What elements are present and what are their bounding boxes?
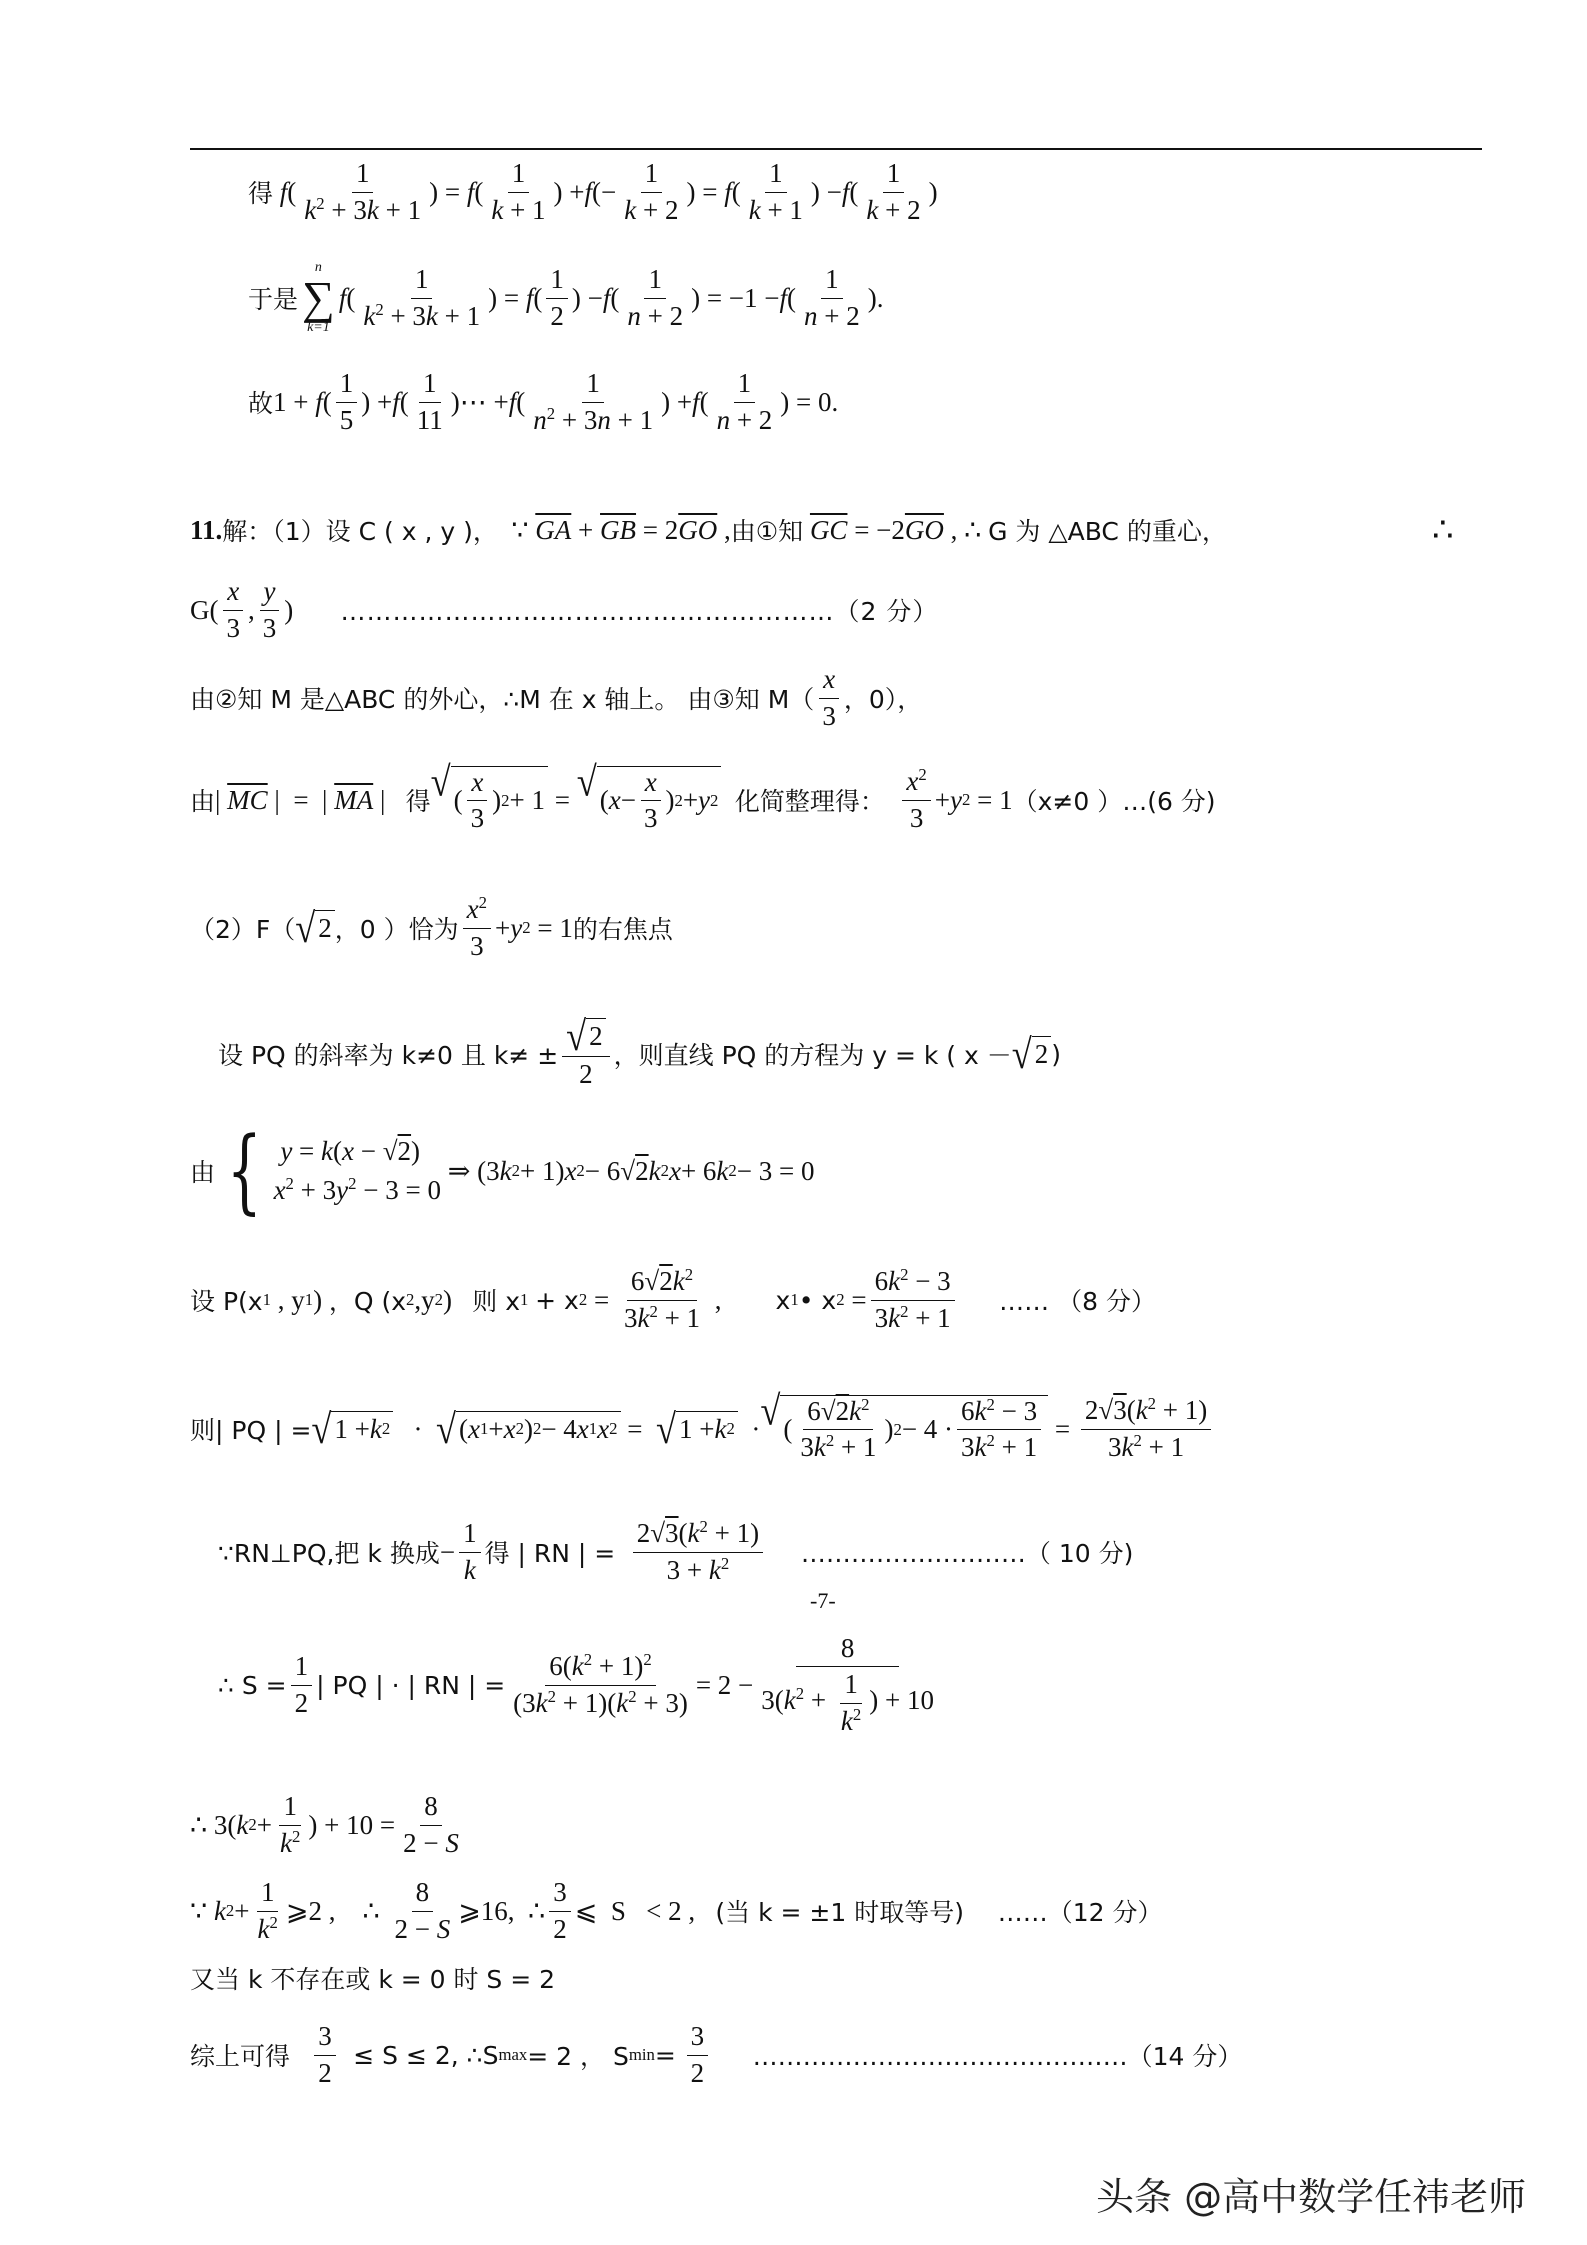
system-line: 由 { y = k(x − √2) $x^2 + 3y^2 - 3 = 0$ ⇒ (3 k 2 + 1) x 2 − 6√ 2 k 2 x + 6 k 2 − 3 = 0 bbox=[190, 1117, 815, 1224]
question-number: 11. bbox=[190, 514, 223, 545]
inequality-line: ∵ k 2 + $\frac{1}{k^2}$ ⩾2 , ∴ $\frac{8}{2 - S}$ ⩾16, ∴ $\frac{3}{2}$ ⩽ S < 2 , (当 k = ±1 时取等号) ……（12 分） bbox=[190, 1877, 1163, 1944]
slope-line: 设 PQ 的斜率为 k≠0 且 k≠ ± √ 2 2 ，则直线 PQ 的方程为 y = k ( x － √ 2 ) bbox=[218, 1012, 1062, 1090]
s-line: ∴ S = $\frac{1}{2}$ | PQ | · | RN | = $\frac{6(k^2 + 1)^2}{(3k^2 + 1)(k^2 + 3)}$ = 2 − 8 $3(k^2$ + $\frac{1}{k^2}$ ) + 10 bbox=[218, 1633, 934, 1736]
header-rule bbox=[190, 148, 1482, 150]
summary-line: 综上可得 $\frac{3}{2}$ ≤ S ≤ 2, ∴S max = 2 ， S min = $\frac{3}{2}$ ………………………………………（14 分） bbox=[190, 2021, 1243, 2088]
score-10: ………………………（ 10 分) bbox=[800, 1539, 1134, 1568]
label-gu: 故 bbox=[248, 389, 274, 418]
label-yushi: 于是 bbox=[248, 285, 299, 314]
therefore-eq-line: ∴ 3( k 2 + $\frac{1}{k^2}$ ) + 10 = $\frac{8}{2 - S}$ bbox=[190, 1791, 459, 1858]
eq-line-3: 故 1 + f ( $\frac{1}{5}$ ) + f ( $\frac{1}{11}$ )⋯ + f ( $\frac{1}{n^2 + 3n + 1}$ ) + f ( $\frac{1}{n + 2}$ ) = 0. bbox=[248, 368, 839, 435]
g-line: G( $\frac{x}{3}$ , $\frac{y}{3}$ ) …………………………………………………（2 分） bbox=[190, 576, 939, 643]
score-6: （x≠0 ）…(6 分) bbox=[1012, 787, 1216, 816]
mc-ma-line: 由 | $\overline{MC}$ | = | $\overline{MA}$ | 得 √ ( $\frac{x}{3}$ ) 2 + 1 = √ ( x − $\frac{x}{3}$ ) 2 + y 2 化简整理得： $\frac{x^2}{3}$ + y 2 = 1 （x≠0 ）…(6 分) bbox=[190, 758, 1216, 833]
setpq-line: 设 P(x 1 , y 1 ) ，Q (x 2 ,y 2 ) 则 x 1 + x 2 = $\frac{6√2k^2}{3k^2 + 1}$ , x 1 • x 2 = $\frac{6k^2 - 3}{3k^2 + 1}$ …… （8 分） bbox=[190, 1265, 1156, 1333]
part2-line: （2）F（ √ 2 ，0 ）恰为 $\frac{x^2}{3}$ + y 2 = 1 的右焦点 bbox=[190, 893, 673, 961]
eq-line-2: 于是 n ∑ k=1 f ( $\frac{1}{k^2 + 3k + 1}$ ) = f ( $\frac{1}{2}$ ) − f ( $\frac{1}{n + 2}$ ) = −1 − f ( $\frac{1}{n + 2}$ ). bbox=[248, 260, 884, 335]
score-2: …………………………………………………（2 分） bbox=[340, 597, 939, 626]
therefore-mark: ∴ bbox=[1432, 512, 1454, 549]
pq-length-line: 则| PQ | = √ 1 + k 2 · √ ( x 1 + x 2 ) 2 − 4 x 1 x 2 = √ 1 + k 2 · √ ( $\frac{6√2k^2}{3k^2 + 1}$ ) 2 − 4 · $\frac{6k^2 - 3}{3k^2 + 1}$ = $\frac{2√3(k^2 + 1)}{3k^2 + 1}$ bbox=[190, 1374, 1215, 1484]
label-de: 得 bbox=[248, 179, 274, 208]
page-number: -7- bbox=[810, 1588, 836, 1613]
rn-line: ∵RN⊥PQ,把 k 换成 − $\frac{1}{k}$ 得 | RN | = $\frac{2√3(k^2 + 1)}{3 + k^2}$ ………………………（ 10 分) bbox=[218, 1517, 1134, 1585]
score-8: …… （8 分） bbox=[999, 1287, 1156, 1316]
k-none-line: 又当 k 不存在或 k = 0 时 S = 2 bbox=[190, 1965, 556, 1994]
eq-line-1: 得 f ( $\frac{1}{k^2 + 3k + 1}$ ) = f ( $\frac{1}{k + 1}$ ) + f (− $\frac{1}{k + 2}$ ) = f ( $\frac{1}{k + 1}$ ) − f ( $\frac{1}{k + 2}$ ) bbox=[248, 158, 938, 225]
watermark: 头条 @高中数学任祎老师 bbox=[1096, 2175, 1527, 2219]
m-line: 由②知 M 是△ABC 的外心，∴M 在 x 轴上。 由③知 M（ $\frac{x}{3}$ ，0）， bbox=[190, 664, 923, 731]
q11-line: 11. 解：（1）设 C ( x , y )， ∵ $\overline{GA}$ + $\overline{GB}$ = 2 $\overline{GO}$ , 由①知 $\overline{GC}$ = −2 $\overline{GO}$ , ∴ G 为 △ABC 的重心， bbox=[190, 514, 1227, 546]
score-12: ……（12 分） bbox=[997, 1898, 1163, 1927]
score-14: ………………………………………（14 分） bbox=[752, 2042, 1243, 2071]
